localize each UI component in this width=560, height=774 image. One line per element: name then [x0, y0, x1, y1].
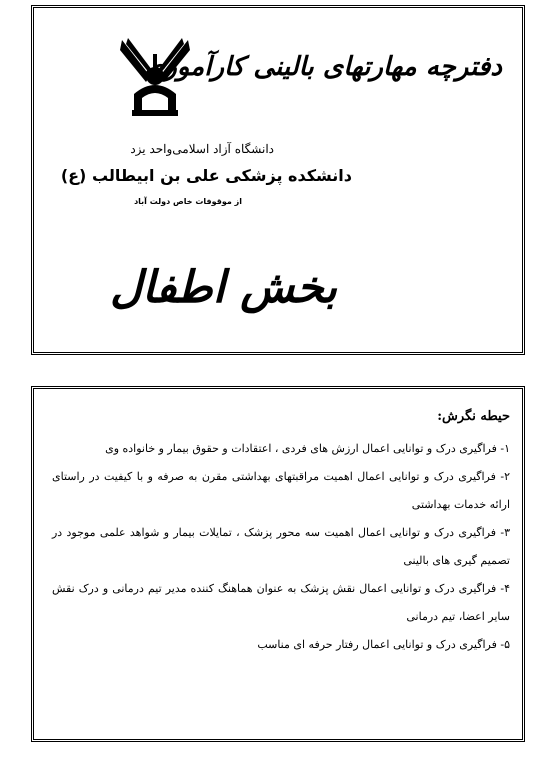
department-title: بخش اطفال	[110, 262, 337, 313]
list-item: ۵- فراگیری درک و توانایی اعمال رفتار حرفه ای مناسب	[257, 638, 510, 651]
cover-frame	[31, 5, 525, 355]
attitude-frame	[31, 386, 525, 742]
list-item: ۳- فراگیری درک و توانایی اعمال اهمیت سه محور پزشک ، تمایلات بیمار و شواهد علمی موجود در تصمیم گیری های بالینی	[52, 526, 510, 567]
list-item: ۲- فراگیری درک و توانایی اعمال اهمیت مراقبتهای بهداشتی مقرن به صرفه و با کیفیت در راستای ارائه خدمات بهداشتی	[52, 470, 510, 511]
list-item: ۴- فراگیری درک و توانایی اعمال نقش پزشک به عنوان هماهنگ کننده مدیر تیم درمانی و درک نقش سایر اعضا، تیم درمانی	[52, 582, 510, 623]
endowment-note: از موقوفات خاص دولت آباد	[134, 197, 242, 206]
list-item: ۱- فراگیری درک و توانایی اعمال ارزش های فردی ، اعتقادات و حقوق بیمار و خانواده وی	[105, 442, 510, 455]
university-name: دانشگاه آزاد اسلامی‌واحد یزد	[130, 142, 274, 156]
faculty-name: دانشکده پزشکی علی بن ابیطالب (ع)	[60, 166, 352, 185]
notebook-title: دفترچه مهارتهای بالینی کارآموزی	[143, 52, 502, 82]
attitude-list	[52, 435, 510, 659]
attitude-heading: حیطه نگرش:	[437, 409, 510, 424]
